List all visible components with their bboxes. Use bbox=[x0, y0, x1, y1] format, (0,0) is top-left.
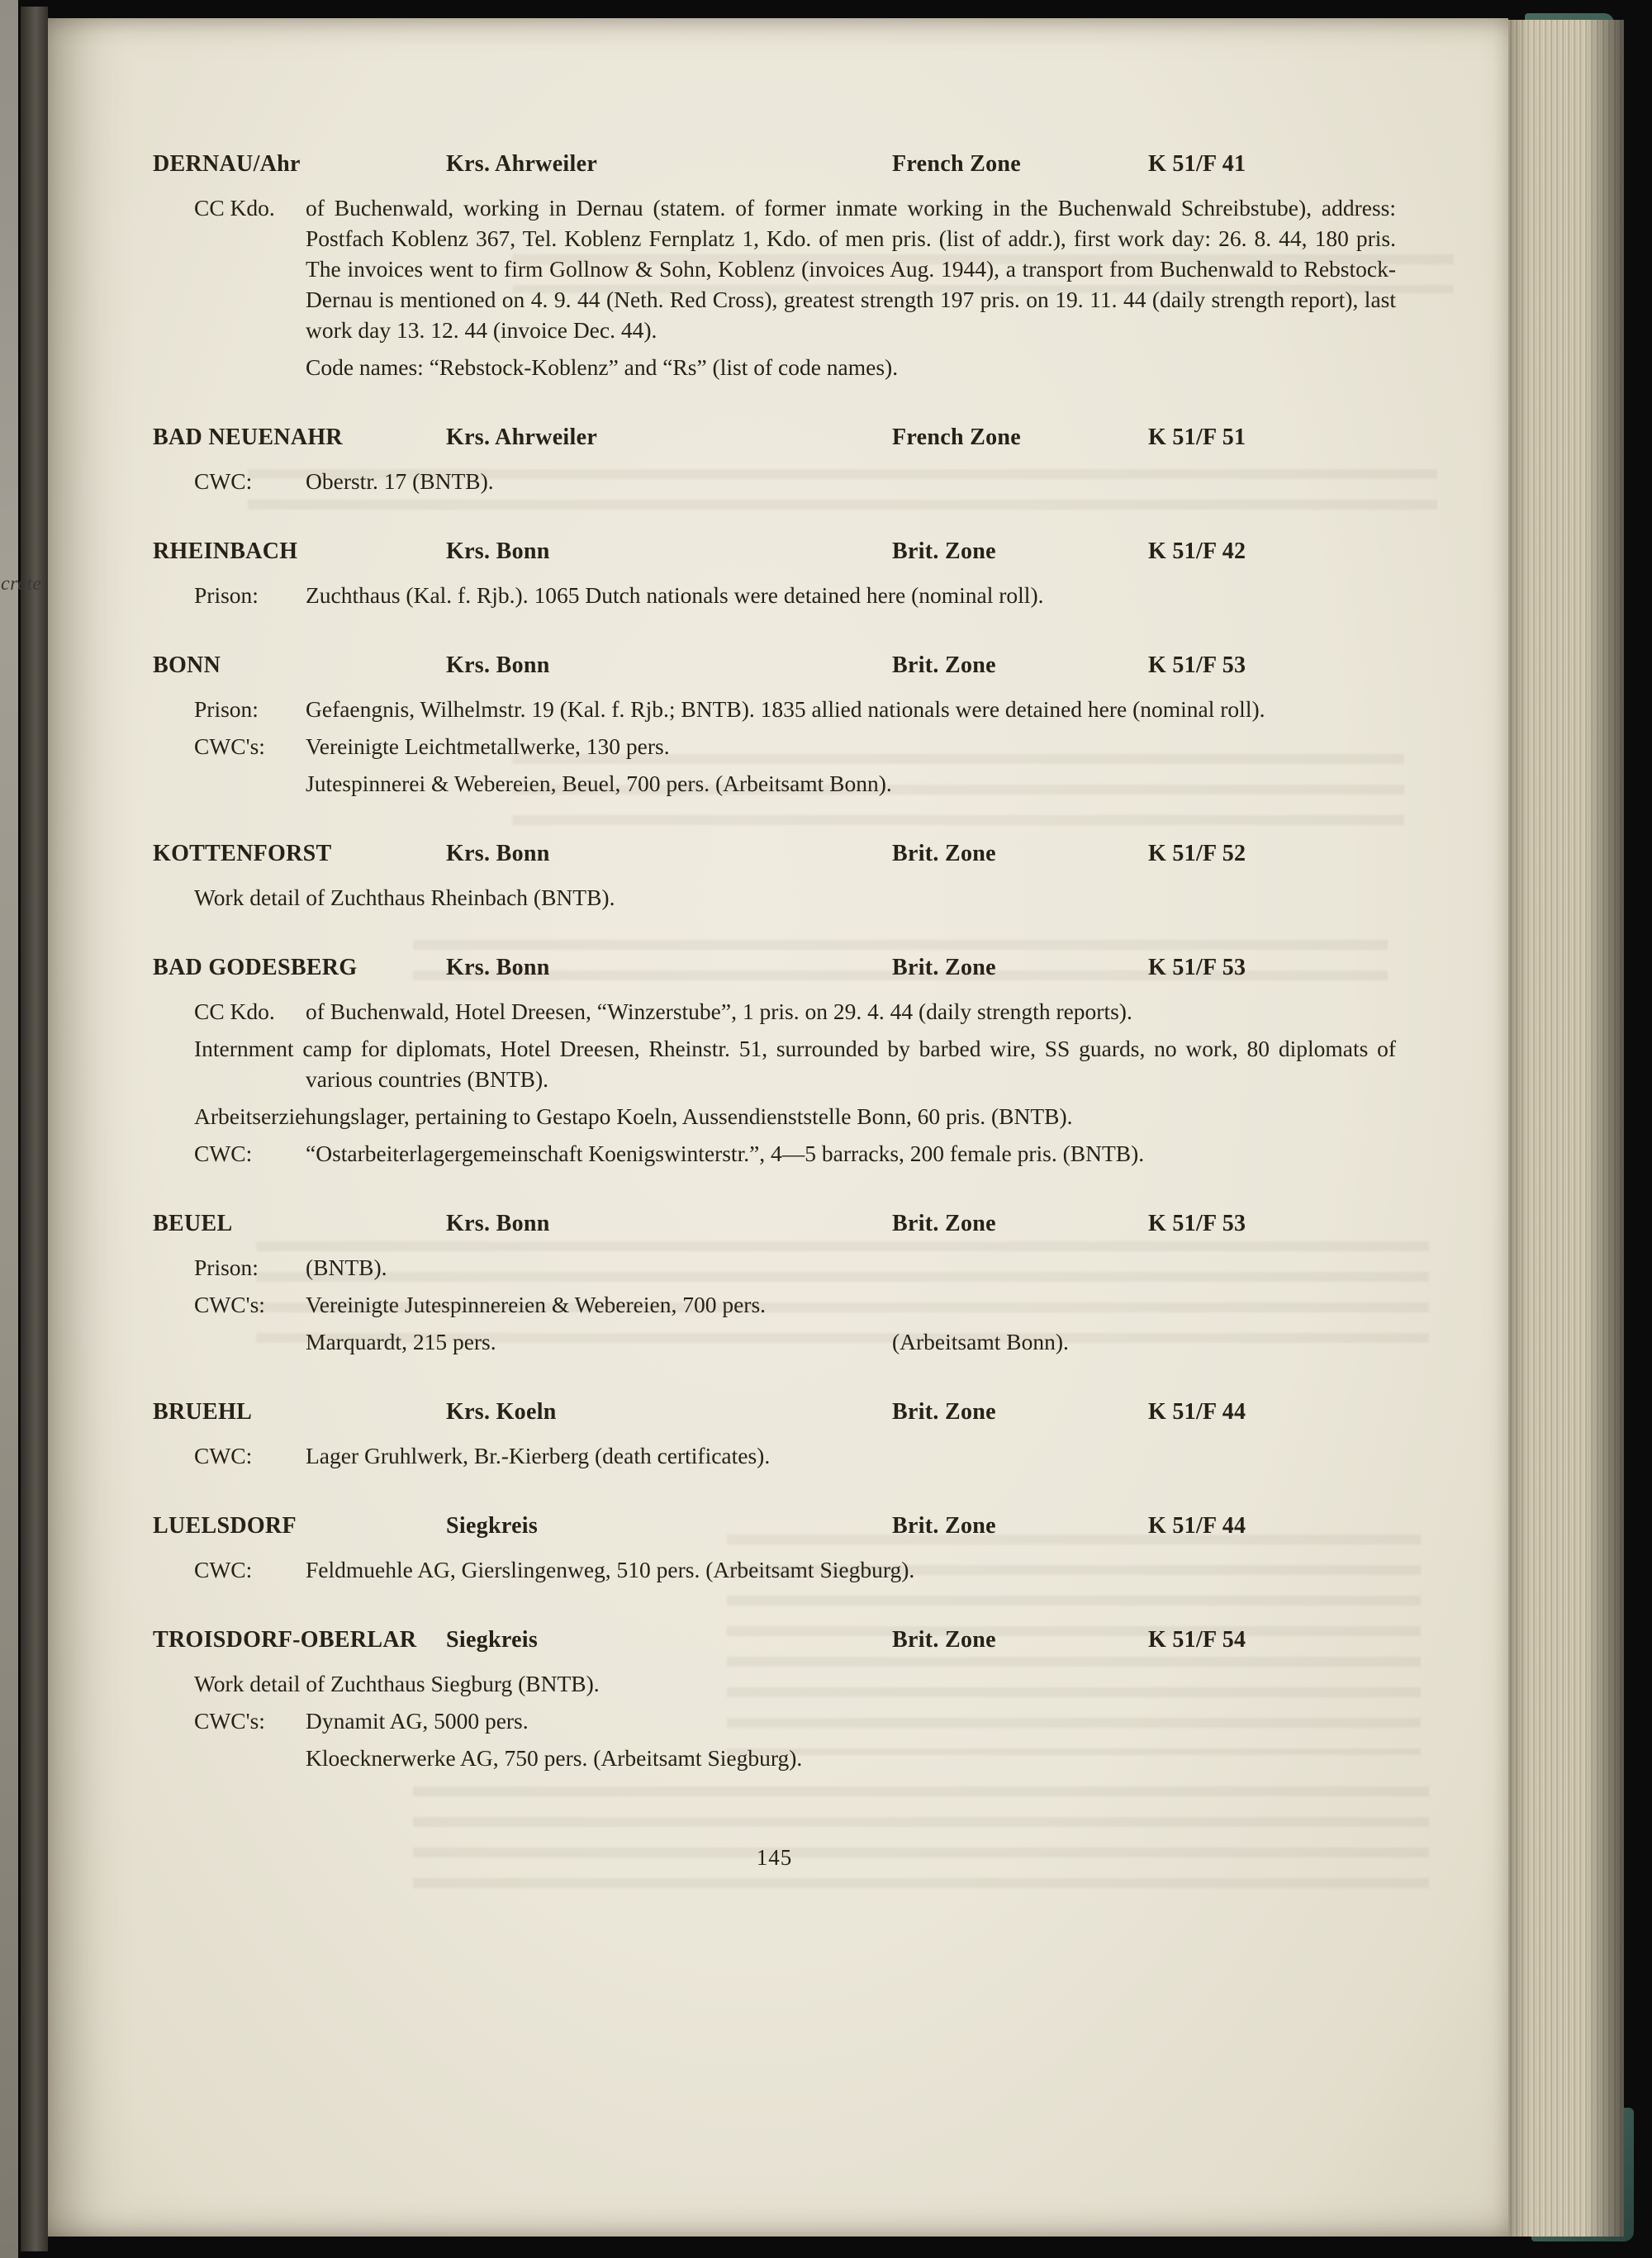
entry-item bbox=[153, 1289, 1396, 1320]
entry-item bbox=[153, 1743, 1396, 1773]
item-label: CWC's: bbox=[194, 1708, 265, 1734]
place-name: RHEINBACH bbox=[153, 538, 298, 564]
entry-item bbox=[153, 1668, 1396, 1699]
zone-label: Brit. Zone bbox=[892, 538, 996, 564]
item-text: Marquardt, 215 pers. bbox=[306, 1329, 496, 1354]
item-text: Vereinigte Jutespinnereien & Webereien, 700 pers. bbox=[306, 1292, 767, 1317]
item-label: Prison: bbox=[194, 696, 259, 722]
item-text: Work detail of Zuchthaus Siegburg (BNTB). bbox=[194, 1671, 600, 1696]
item-label: CWC's: bbox=[194, 733, 265, 759]
entry-item bbox=[153, 1440, 1396, 1471]
district: Siegkreis bbox=[446, 1627, 539, 1653]
entry-header bbox=[153, 650, 1396, 681]
entry-item bbox=[153, 882, 1396, 913]
item-text: “Ostarbeiterlagergemeinschaft Koenigswinterstr.”, 4—5 barracks, 200 female pris. (BNTB). bbox=[306, 1141, 1145, 1166]
place-name: KOTTENFORST bbox=[153, 841, 332, 866]
zone-label: French Zone bbox=[892, 425, 1022, 450]
district: Krs. Bonn bbox=[446, 1211, 550, 1236]
place-name: BONN bbox=[153, 652, 221, 678]
entry-header bbox=[153, 1397, 1396, 1427]
entry bbox=[153, 952, 1396, 1169]
camp-code: K 51/F 41 bbox=[1148, 151, 1246, 177]
entry-item bbox=[153, 352, 1396, 382]
item-text: Jutespinnerei & Webereien, Beuel, 700 pers. (Arbeitsamt Bonn). bbox=[306, 771, 892, 796]
camp-code: K 51/F 53 bbox=[1148, 955, 1246, 980]
item-label: CWC: bbox=[194, 1141, 253, 1166]
district: Krs. Bonn bbox=[446, 538, 550, 564]
page-gutter-shadow bbox=[21, 7, 48, 2251]
item-text: of Buchenwald, working in Dernau (statem. of former inmate working in the Buchenwald Schreibstube), address: Postfach Koblenz 367, Tel. Koblenz Fernplatz 1, Kdo. of men pris. (list of addr.), first work day: 26. 8. 44, 180 pris. The invoices went to firm Gollnow & Sohn, Koblenz (invoices Aug. 1944), a transport from Buchenwald to Rebstock-Dernau is mentioned on 4. 9. 44 (Neth. Red Cross), greatest strength 197 pris. on 19. 11. 44 (daily strength report), last work day 13. 12. 44 (invoice Dec. 44). bbox=[306, 195, 1396, 343]
entry-item bbox=[153, 768, 1396, 799]
zone-label: French Zone bbox=[892, 151, 1022, 177]
entry-header bbox=[153, 422, 1396, 453]
item-label: CWC: bbox=[194, 468, 253, 494]
camp-code: K 51/F 53 bbox=[1148, 1211, 1246, 1236]
entry bbox=[153, 1511, 1396, 1585]
zone-label: Brit. Zone bbox=[892, 652, 996, 678]
item-text: Lager Gruhlwerk, Br.-Kierberg (death certificates). bbox=[306, 1443, 771, 1468]
entry-item bbox=[153, 731, 1396, 761]
entry bbox=[153, 149, 1396, 382]
district: Krs. Bonn bbox=[446, 955, 550, 980]
entry-item bbox=[153, 1252, 1396, 1283]
item-text: Work detail of Zuchthaus Rheinbach (BNTB). bbox=[194, 885, 615, 910]
zone-label: Brit. Zone bbox=[892, 1211, 996, 1236]
entry-item bbox=[153, 466, 1396, 496]
camp-code: K 51/F 44 bbox=[1148, 1513, 1246, 1539]
entry bbox=[153, 1625, 1396, 1773]
camp-code: K 51/F 44 bbox=[1148, 1399, 1246, 1425]
item-text: Code names: “Rebstock-Koblenz” and “Rs” (list of code names). bbox=[306, 354, 899, 380]
item-text: Dynamit AG, 5000 pers. bbox=[306, 1708, 529, 1734]
camp-code: K 51/F 53 bbox=[1148, 652, 1246, 678]
entry-item bbox=[153, 1033, 1396, 1094]
entry-header bbox=[153, 1625, 1396, 1655]
book-fore-edge-pages bbox=[1508, 20, 1624, 2237]
item-text: Internment camp for diplomats, Hotel Dreesen, Rheinstr. 51, surrounded by barbed wire, SS guards, no work, 80 diplomats of various countries (BNTB). bbox=[194, 1036, 1396, 1092]
district: Krs. Ahrweiler bbox=[446, 151, 598, 177]
place-name: TROISDORF-OBERLAR bbox=[153, 1627, 417, 1653]
place-name: BEUEL bbox=[153, 1211, 233, 1236]
entry-item bbox=[153, 1326, 1396, 1357]
entry-item bbox=[153, 1138, 1396, 1169]
zone-label: Brit. Zone bbox=[892, 841, 996, 866]
entry bbox=[153, 422, 1396, 496]
item-label: CWC: bbox=[194, 1443, 253, 1468]
entry bbox=[153, 838, 1396, 913]
entry-header bbox=[153, 1511, 1396, 1541]
camp-code: K 51/F 51 bbox=[1148, 425, 1246, 450]
item-text: Zuchthaus (Kal. f. Rjb.). 1065 Dutch nationals were detained here (nominal roll). bbox=[306, 582, 1044, 608]
camp-code: K 51/F 54 bbox=[1148, 1627, 1246, 1653]
adjacent-page-edge bbox=[0, 0, 18, 2258]
district: Krs. Bonn bbox=[446, 652, 550, 678]
entry-item bbox=[153, 580, 1396, 610]
entry-item bbox=[153, 996, 1396, 1027]
camp-code: K 51/F 52 bbox=[1148, 841, 1246, 866]
page-number: 145 bbox=[756, 1845, 793, 1870]
item-text: Gefaengnis, Wilhelmstr. 19 (Kal. f. Rjb.; BNTB). 1835 allied nationals were detained here (nominal roll). bbox=[306, 696, 1265, 722]
item-label: CWC: bbox=[194, 1557, 253, 1582]
zone-label: Brit. Zone bbox=[892, 1627, 996, 1653]
place-name: LUELSDORF bbox=[153, 1513, 297, 1539]
entry-header bbox=[153, 149, 1396, 179]
zone-label: Brit. Zone bbox=[892, 955, 996, 980]
entry-item bbox=[153, 1554, 1396, 1585]
district: Siegkreis bbox=[446, 1513, 539, 1539]
item-label: CC Kdo. bbox=[194, 999, 275, 1024]
directory-content bbox=[153, 149, 1396, 1873]
place-name: BAD GODESBERG bbox=[153, 955, 358, 980]
zone-label: Brit. Zone bbox=[892, 1399, 996, 1425]
item-label: CWC's: bbox=[194, 1292, 265, 1317]
zone-label: Brit. Zone bbox=[892, 1513, 996, 1539]
place-name: BAD NEUENAHR bbox=[153, 425, 343, 450]
entry-header bbox=[153, 1208, 1396, 1239]
item-text: Oberstr. 17 (BNTB). bbox=[306, 468, 494, 494]
item-text: Arbeitserziehungslager, pertaining to Gestapo Koeln, Aussendienststelle Bonn, 60 pris. (BNTB). bbox=[194, 1103, 1073, 1129]
entry bbox=[153, 1397, 1396, 1471]
item-label: CC Kdo. bbox=[194, 195, 275, 221]
entry bbox=[153, 650, 1396, 799]
district: Krs. Koeln bbox=[446, 1399, 557, 1425]
item-label: Prison: bbox=[194, 1255, 259, 1280]
entry bbox=[153, 536, 1396, 610]
place-name: BRUEHL bbox=[153, 1399, 253, 1425]
entry-item bbox=[153, 192, 1396, 345]
entry bbox=[153, 1208, 1396, 1357]
item-text: Feldmuehle AG, Gierslingenweg, 510 pers. (Arbeitsamt Siegburg). bbox=[306, 1557, 915, 1582]
entry-header bbox=[153, 952, 1396, 983]
entry-item bbox=[153, 1101, 1396, 1131]
district: Krs. Bonn bbox=[446, 841, 550, 866]
entry-header bbox=[153, 536, 1396, 567]
district: Krs. Ahrweiler bbox=[446, 425, 598, 450]
entry-item bbox=[153, 1705, 1396, 1736]
camp-code: K 51/F 42 bbox=[1148, 538, 1246, 564]
item-label: Prison: bbox=[194, 582, 259, 608]
entries bbox=[153, 149, 1396, 1773]
item-text: Kloecknerwerke AG, 750 pers. (Arbeitsamt Siegburg). bbox=[306, 1745, 803, 1771]
item-text: of Buchenwald, Hotel Dreesen, “Winzerstube”, 1 pris. on 29. 4. 44 (daily strength reports). bbox=[306, 999, 1132, 1024]
entry-item bbox=[153, 694, 1396, 724]
entry-header bbox=[153, 838, 1396, 869]
item-right-text: (Arbeitsamt Bonn). bbox=[892, 1329, 1069, 1354]
left-edge-text-fragment: crete bbox=[1, 573, 42, 595]
item-text: (BNTB). bbox=[306, 1255, 387, 1280]
place-name: DERNAU/Ahr bbox=[153, 151, 301, 177]
item-text: Vereinigte Leichtmetallwerke, 130 pers. bbox=[306, 733, 670, 759]
